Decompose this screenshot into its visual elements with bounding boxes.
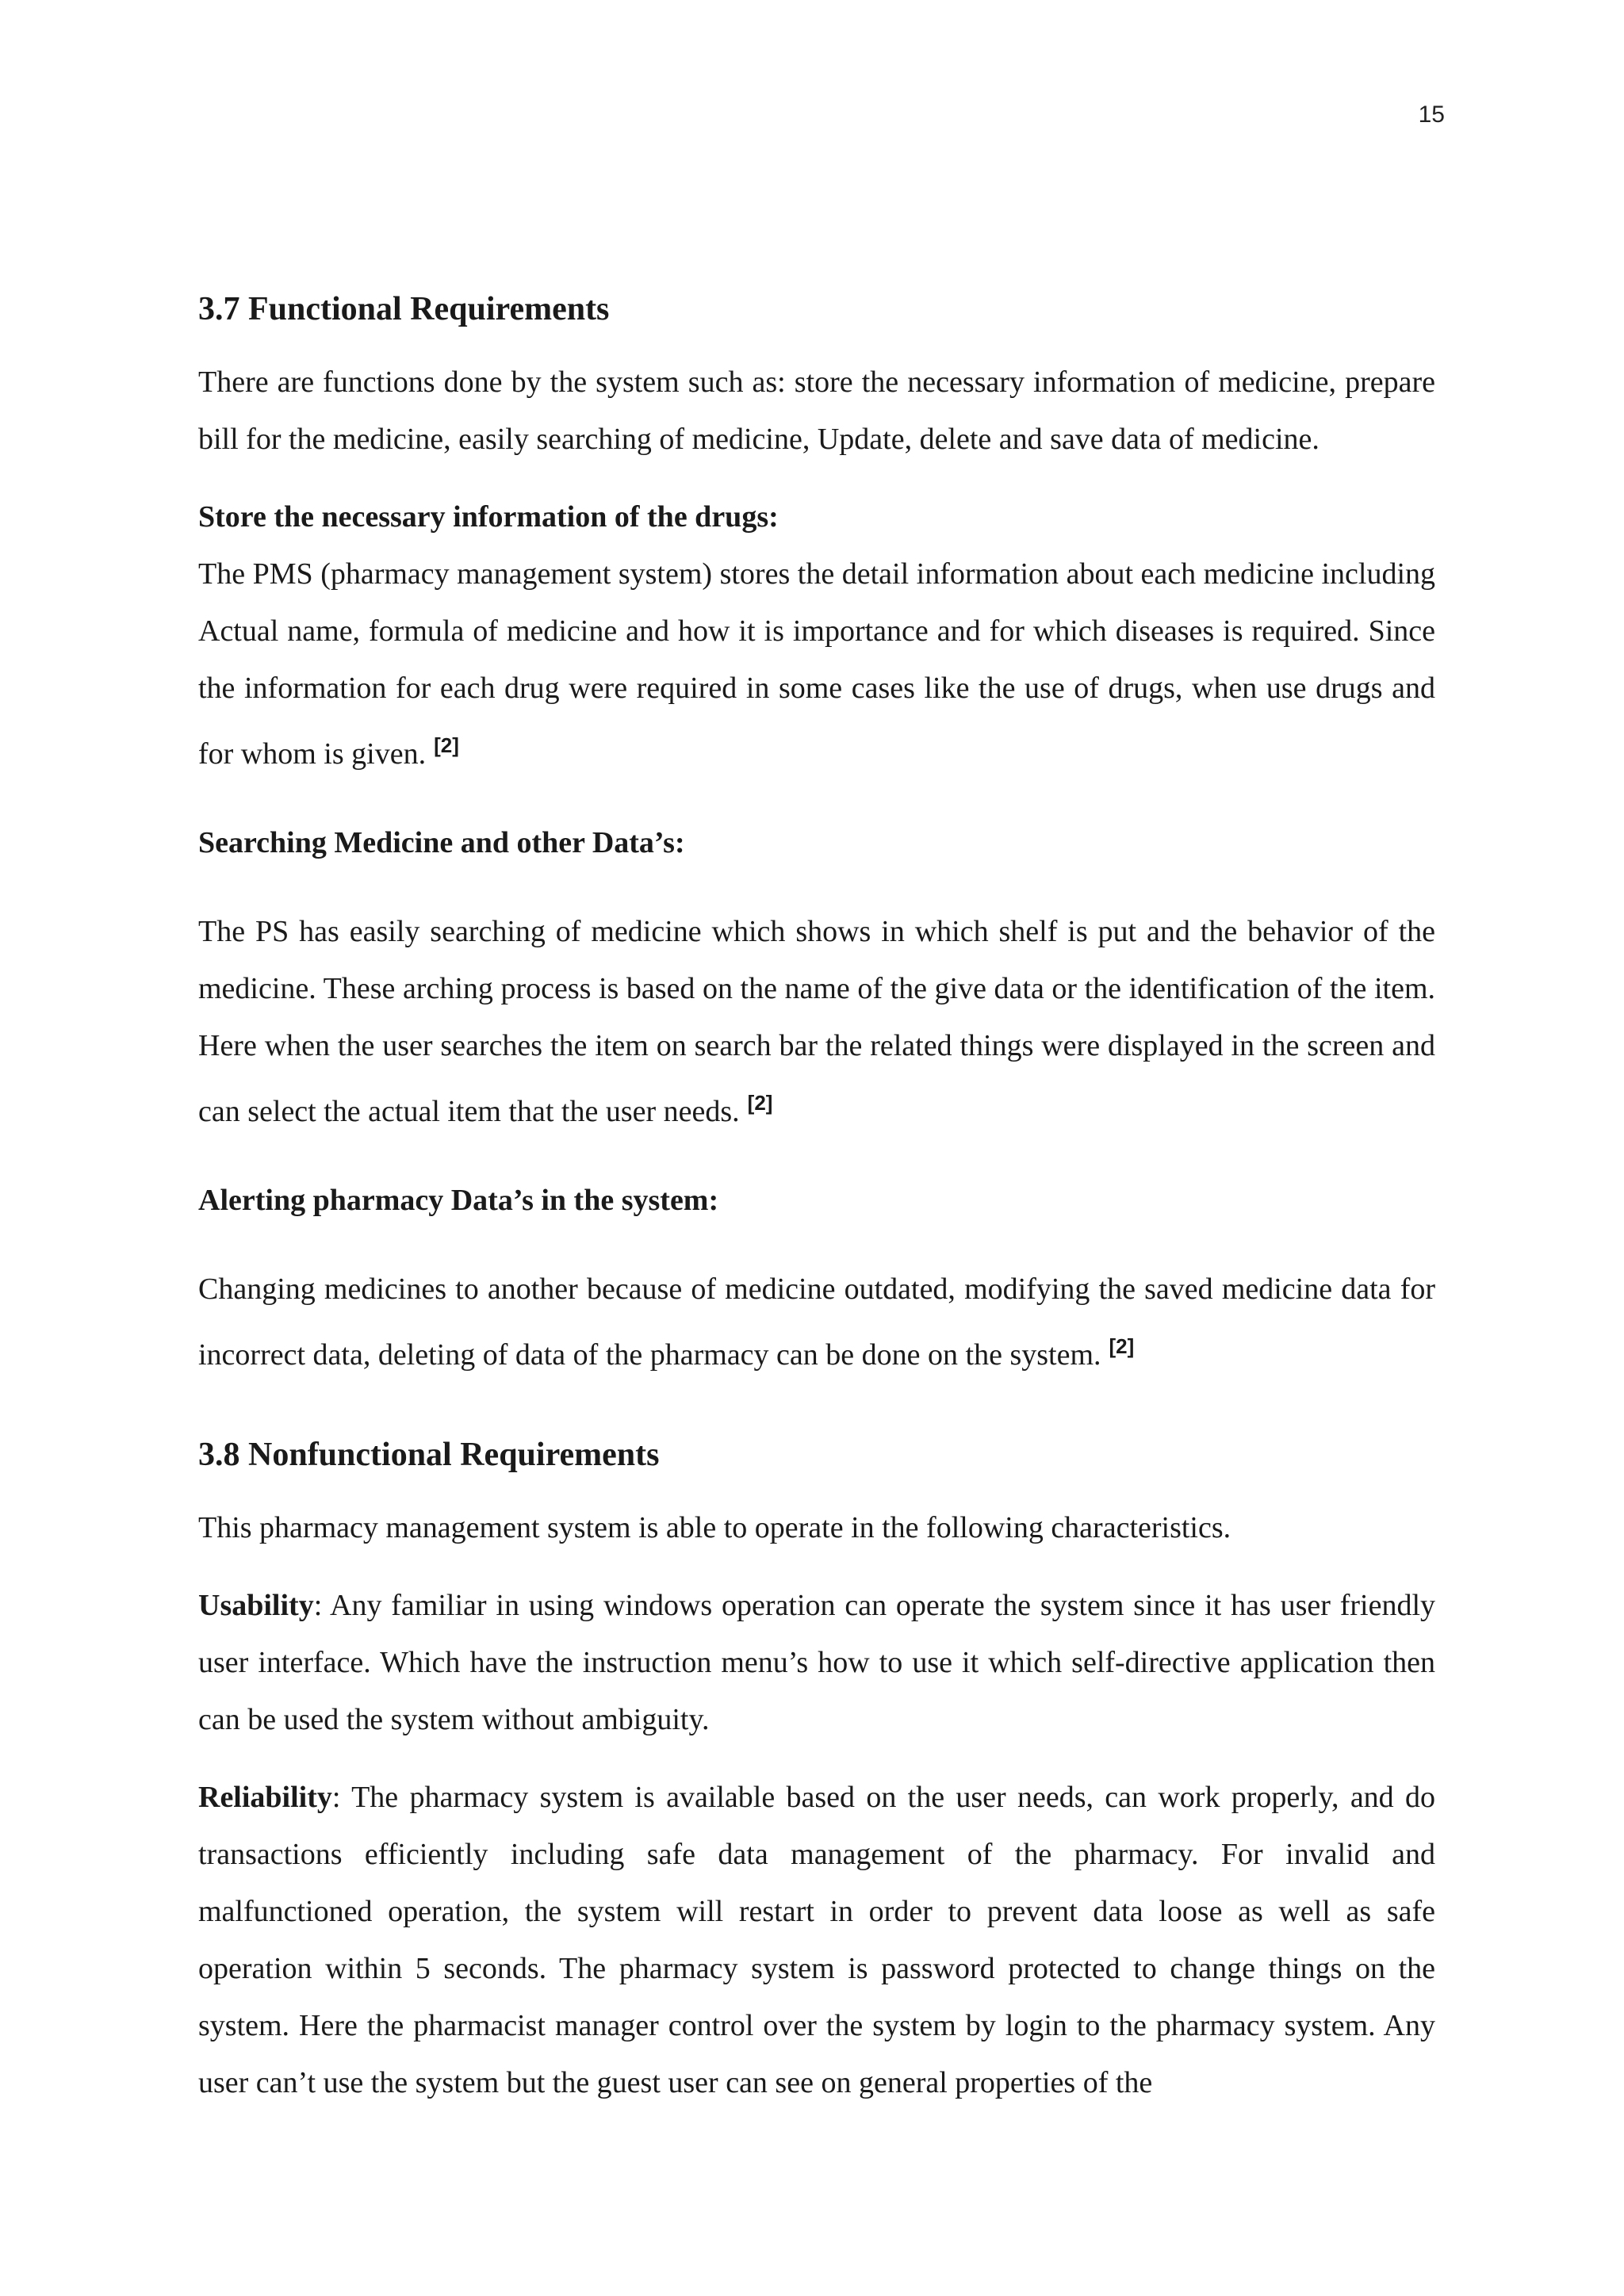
store-information-text: The PMS (pharmacy management system) stores the detail information about each medicine including Actual name, formula of medicine and how it is importance and for which diseases is required. Since the information for each drug were required in some cases like the use of drugs, when use drugs and for whom is given. (198, 557, 1435, 771)
searching-medicine-paragraph (198, 903, 1435, 1140)
searching-medicine-text: The PS has easily searching of medicine which shows in which shelf is put and the behavior of the medicine. These arching process is based on the name of the give data or the identification of the item. Here when the user searches the item on search bar the related things were displayed in the screen and can select the actual item that the user needs. (198, 915, 1435, 1128)
section-heading-nonfunctional-requirements: 3.8 Nonfunctional Requirements (198, 1437, 660, 1473)
section-heading-functional-requirements: 3.7 Functional Requirements (198, 291, 610, 327)
citation-marker: [2] (1109, 1334, 1135, 1358)
citation-marker: [2] (434, 733, 459, 757)
subheading-store-information: Store the necessary information of the drugs: (198, 500, 779, 534)
subheading-searching-medicine: Searching Medicine and other Data’s: (198, 826, 685, 859)
alerting-data-text: Changing medicines to another because of medicine outdated, modifying the saved medicine data for incorrect data, deleting of data of the pharmacy can be done on the system. (198, 1272, 1435, 1372)
usability-label: Usability (198, 1589, 314, 1622)
alerting-data-paragraph (198, 1261, 1435, 1383)
usability-paragraph (198, 1577, 1435, 1748)
reliability-text: : The pharmacy system is available based on the user needs, can work properly, and do transactions efficiently including safe data management of the pharmacy. For invalid and malfunctioned operation, the system will restart in order to prevent data loose as well as safe operation within 5 seconds. The pharmacy system is password protected to change things on the system. Here the pharmacist manager control over the system by login to the pharmacy system. Any user can’t use the system but the guest user can see on general properties of the (198, 1781, 1435, 2099)
document-body (198, 285, 1435, 2111)
subheading-alerting-data: Alerting pharmacy Data’s in the system: (198, 1184, 719, 1217)
reliability-paragraph (198, 1769, 1435, 2111)
store-information-paragraph (198, 545, 1435, 783)
reliability-label: Reliability (198, 1781, 332, 1814)
functional-requirements-intro: There are functions done by the system such as: store the necessary information of medicine, prepare bill for the medicine, easily searching of medicine, Update, delete and save data of medicine. (198, 365, 1435, 456)
usability-text: : Any familiar in using windows operation can operate the system since it has user friendly user interface. Which have the instruction menu’s how to use it which self-directive application then can be used the system without ambiguity. (198, 1589, 1435, 1736)
page-number: 15 (1418, 101, 1445, 128)
nonfunctional-requirements-intro: This pharmacy management system is able to operate in the following characteristics. (198, 1511, 1231, 1544)
citation-marker: [2] (747, 1091, 773, 1115)
